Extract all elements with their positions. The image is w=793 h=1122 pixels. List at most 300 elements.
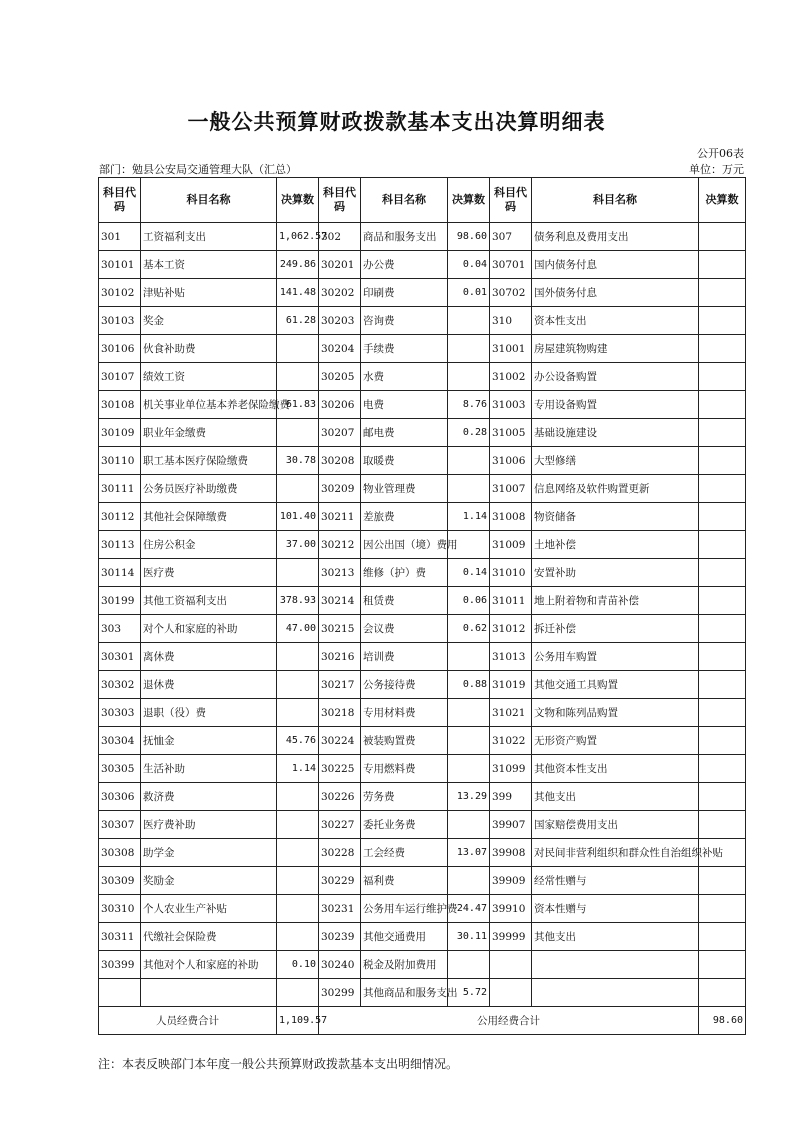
- table-row: [99, 671, 746, 699]
- item-name: 生活补助: [141, 755, 277, 783]
- item-amount: 0.01: [448, 279, 490, 307]
- item-code: 39909: [490, 867, 532, 895]
- item-code: 310: [490, 307, 532, 335]
- item-name: 工资福利支出: [141, 223, 277, 251]
- item-name: 其他工资福利支出: [141, 587, 277, 615]
- table-row: [99, 587, 746, 615]
- item-amount: [699, 727, 746, 755]
- item-code: 30303: [99, 699, 141, 727]
- item-code: 30228: [319, 839, 361, 867]
- item-name: 文物和陈列品购置: [532, 699, 699, 727]
- item-amount: [448, 727, 490, 755]
- item-code: 30113: [99, 531, 141, 559]
- item-amount: [277, 839, 319, 867]
- table-row: [99, 335, 746, 363]
- item-code: 302: [319, 223, 361, 251]
- item-name: 其他对个人和家庭的补助: [141, 951, 277, 979]
- item-name: 工会经费: [361, 839, 448, 867]
- item-code: 30302: [99, 671, 141, 699]
- item-name: 会议费: [361, 615, 448, 643]
- item-amount: [699, 251, 746, 279]
- item-amount: 98.60: [448, 223, 490, 251]
- item-amount: [277, 335, 319, 363]
- item-amount: [277, 895, 319, 923]
- item-code: 30203: [319, 307, 361, 335]
- item-amount: [699, 503, 746, 531]
- item-code: 30101: [99, 251, 141, 279]
- item-name: 其他商品和服务支出: [361, 979, 448, 1007]
- item-name: 公务接待费: [361, 671, 448, 699]
- item-name: 信息网络及软件购置更新: [532, 475, 699, 503]
- item-amount: 0.28: [448, 419, 490, 447]
- item-code: 30211: [319, 503, 361, 531]
- table-row: [99, 783, 746, 811]
- item-name: 对民间非营利组织和群众性自治组织补贴: [532, 839, 699, 867]
- item-name: 救济费: [141, 783, 277, 811]
- item-name: 税金及附加费用: [361, 951, 448, 979]
- item-amount: 61.83: [277, 391, 319, 419]
- item-amount: [699, 447, 746, 475]
- item-code: 30305: [99, 755, 141, 783]
- item-code: 303: [99, 615, 141, 643]
- item-amount: 0.88: [448, 671, 490, 699]
- item-amount: 0.10: [277, 951, 319, 979]
- item-name: 其他交通费用: [361, 923, 448, 951]
- item-code: 31099: [490, 755, 532, 783]
- item-code: 30102: [99, 279, 141, 307]
- item-amount: [699, 223, 746, 251]
- item-amount: 45.76: [277, 727, 319, 755]
- item-name: 公务用车运行维护费: [361, 895, 448, 923]
- item-amount: [277, 363, 319, 391]
- item-code: 30306: [99, 783, 141, 811]
- item-amount: [277, 419, 319, 447]
- item-name: 抚恤金: [141, 727, 277, 755]
- item-amount: [699, 755, 746, 783]
- item-code: 30107: [99, 363, 141, 391]
- item-name: 手续费: [361, 335, 448, 363]
- header-name: 科目名称: [532, 178, 699, 223]
- item-amount: [448, 951, 490, 979]
- item-amount: 249.86: [277, 251, 319, 279]
- item-code: 30301: [99, 643, 141, 671]
- item-code: 31009: [490, 531, 532, 559]
- item-code: 30304: [99, 727, 141, 755]
- item-name: 办公设备购置: [532, 363, 699, 391]
- item-code: [99, 979, 141, 1007]
- item-name: 助学金: [141, 839, 277, 867]
- item-code: [490, 951, 532, 979]
- item-amount: [448, 475, 490, 503]
- item-code: 30308: [99, 839, 141, 867]
- item-name: 其他社会保障缴费: [141, 503, 277, 531]
- item-name: 劳务费: [361, 783, 448, 811]
- item-amount: 0.14: [448, 559, 490, 587]
- item-amount: 378.93: [277, 587, 319, 615]
- item-code: 31007: [490, 475, 532, 503]
- item-name: 住房公积金: [141, 531, 277, 559]
- item-amount: [448, 699, 490, 727]
- item-amount: [699, 811, 746, 839]
- item-name: 专用燃料费: [361, 755, 448, 783]
- item-name: 取暖费: [361, 447, 448, 475]
- header-name: 科目名称: [141, 178, 277, 223]
- item-code: 31001: [490, 335, 532, 363]
- item-code: 301: [99, 223, 141, 251]
- item-name: 地上附着物和青苗补偿: [532, 587, 699, 615]
- item-name: 职工基本医疗保险缴费: [141, 447, 277, 475]
- item-code: 30202: [319, 279, 361, 307]
- item-amount: [448, 363, 490, 391]
- item-name: 债务利息及费用支出: [532, 223, 699, 251]
- table-row: [99, 615, 746, 643]
- item-code: 30106: [99, 335, 141, 363]
- item-code: 31005: [490, 419, 532, 447]
- item-name: 资本性支出: [532, 307, 699, 335]
- item-name: 退职（役）费: [141, 699, 277, 727]
- item-amount: 13.07: [448, 839, 490, 867]
- item-amount: [448, 867, 490, 895]
- item-amount: [277, 783, 319, 811]
- item-code: 31010: [490, 559, 532, 587]
- item-code: 30213: [319, 559, 361, 587]
- item-amount: 1.14: [448, 503, 490, 531]
- item-code: 30239: [319, 923, 361, 951]
- item-code: 30108: [99, 391, 141, 419]
- item-name: 医疗费: [141, 559, 277, 587]
- header-code: 科目代码: [319, 178, 361, 223]
- item-name: 维修（护）费: [361, 559, 448, 587]
- item-name: 其他交通工具购置: [532, 671, 699, 699]
- item-code: 30309: [99, 867, 141, 895]
- table-header-row: [99, 178, 746, 223]
- item-amount: [699, 643, 746, 671]
- item-amount: [448, 643, 490, 671]
- item-amount: [277, 811, 319, 839]
- table-row: [99, 727, 746, 755]
- department-label: 部门：勉县公安局交通管理大队（汇总）: [99, 163, 297, 176]
- item-code: 30206: [319, 391, 361, 419]
- item-amount: [699, 587, 746, 615]
- item-code: 39908: [490, 839, 532, 867]
- item-amount: [277, 559, 319, 587]
- item-name: 个人农业生产补贴: [141, 895, 277, 923]
- item-code: 30205: [319, 363, 361, 391]
- item-amount: [277, 923, 319, 951]
- item-name: 因公出国（境）费用: [361, 531, 448, 559]
- item-amount: [448, 811, 490, 839]
- table-row: [99, 447, 746, 475]
- table-row: [99, 895, 746, 923]
- item-name: 其他支出: [532, 783, 699, 811]
- item-code: 30240: [319, 951, 361, 979]
- item-name: 津贴补贴: [141, 279, 277, 307]
- table-note: 注：本表反映部门本年度一般公共预算财政拨款基本支出明细情况。: [98, 1057, 459, 1071]
- item-name: 其他支出: [532, 923, 699, 951]
- item-amount: [277, 475, 319, 503]
- item-code: 30110: [99, 447, 141, 475]
- table-row: [99, 643, 746, 671]
- header-code: 科目代码: [490, 178, 532, 223]
- table-row: [99, 363, 746, 391]
- item-code: 30226: [319, 783, 361, 811]
- table-row: [99, 391, 746, 419]
- item-amount: 37.00: [277, 531, 319, 559]
- table-row: [99, 755, 746, 783]
- item-code: 30231: [319, 895, 361, 923]
- item-amount: [699, 951, 746, 979]
- header-amount: 决算数: [277, 178, 319, 223]
- table-row: [99, 531, 746, 559]
- item-code: 30114: [99, 559, 141, 587]
- item-name: [532, 979, 699, 1007]
- form-number: 公开06表: [697, 147, 744, 160]
- table-row: [99, 559, 746, 587]
- personnel-total-value: 1,109.57: [277, 1007, 319, 1035]
- item-name: 专用设备购置: [532, 391, 699, 419]
- item-code: 30109: [99, 419, 141, 447]
- item-code: 30311: [99, 923, 141, 951]
- item-amount: 0.62: [448, 615, 490, 643]
- item-amount: [699, 335, 746, 363]
- item-amount: [699, 699, 746, 727]
- item-name: 无形资产购置: [532, 727, 699, 755]
- header-amount: 决算数: [699, 178, 746, 223]
- item-code: [490, 979, 532, 1007]
- item-code: 30702: [490, 279, 532, 307]
- table-row: [99, 979, 746, 1007]
- personnel-total-label: 人员经费合计: [99, 1007, 277, 1035]
- public-total-value: 98.60: [699, 1007, 746, 1035]
- item-amount: 1.14: [277, 755, 319, 783]
- item-amount: [448, 307, 490, 335]
- item-code: 30111: [99, 475, 141, 503]
- item-amount: [277, 979, 319, 1007]
- item-name: [141, 979, 277, 1007]
- item-code: 30212: [319, 531, 361, 559]
- item-code: 30214: [319, 587, 361, 615]
- item-name: 咨询费: [361, 307, 448, 335]
- item-code: 31006: [490, 447, 532, 475]
- item-code: 31019: [490, 671, 532, 699]
- item-name: 安置补助: [532, 559, 699, 587]
- item-name: 委托业务费: [361, 811, 448, 839]
- item-amount: [448, 447, 490, 475]
- item-amount: [699, 671, 746, 699]
- report-title: 一般公共预算财政拨款基本支出决算明细表: [187, 109, 606, 134]
- item-code: 30215: [319, 615, 361, 643]
- item-code: 39907: [490, 811, 532, 839]
- item-amount: [699, 867, 746, 895]
- item-code: 31011: [490, 587, 532, 615]
- item-amount: [699, 923, 746, 951]
- item-name: 奖金: [141, 307, 277, 335]
- item-code: 31022: [490, 727, 532, 755]
- item-name: 福利费: [361, 867, 448, 895]
- item-name: 印刷费: [361, 279, 448, 307]
- item-name: 土地补偿: [532, 531, 699, 559]
- totals-row: [99, 1007, 746, 1035]
- expenditure-table: [98, 177, 746, 1035]
- table-row: [99, 223, 746, 251]
- item-name: 公务用车购置: [532, 643, 699, 671]
- item-name: 邮电费: [361, 419, 448, 447]
- item-name: 拆迁补偿: [532, 615, 699, 643]
- item-amount: [699, 783, 746, 811]
- item-amount: 30.11: [448, 923, 490, 951]
- item-name: 物业管理费: [361, 475, 448, 503]
- item-code: 399: [490, 783, 532, 811]
- item-name: 物资储备: [532, 503, 699, 531]
- item-amount: [277, 643, 319, 671]
- item-name: 培训费: [361, 643, 448, 671]
- item-amount: [699, 895, 746, 923]
- item-code: 30701: [490, 251, 532, 279]
- item-name: 代缴社会保险费: [141, 923, 277, 951]
- item-name: 奖励金: [141, 867, 277, 895]
- item-code: 30307: [99, 811, 141, 839]
- table-row: [99, 811, 746, 839]
- item-code: 31008: [490, 503, 532, 531]
- public-total-label: 公用经费合计: [319, 1007, 699, 1035]
- item-code: 30399: [99, 951, 141, 979]
- table-body: [99, 223, 746, 1007]
- item-code: 30207: [319, 419, 361, 447]
- item-amount: 5.72: [448, 979, 490, 1007]
- item-name: 机关事业单位基本养老保险缴费: [141, 391, 277, 419]
- item-amount: 1,062.57: [277, 223, 319, 251]
- item-code: 30225: [319, 755, 361, 783]
- header-code: 科目代码: [99, 178, 141, 223]
- item-name: 公务员医疗补助缴费: [141, 475, 277, 503]
- item-name: 水费: [361, 363, 448, 391]
- item-amount: 30.78: [277, 447, 319, 475]
- item-name: 伙食补助费: [141, 335, 277, 363]
- item-name: 国内债务付息: [532, 251, 699, 279]
- table-row: [99, 503, 746, 531]
- table-row: [99, 839, 746, 867]
- item-code: 30299: [319, 979, 361, 1007]
- item-name: 办公费: [361, 251, 448, 279]
- item-code: 30227: [319, 811, 361, 839]
- item-name: 租赁费: [361, 587, 448, 615]
- item-name: 被装购置费: [361, 727, 448, 755]
- item-code: 31003: [490, 391, 532, 419]
- table-row: [99, 699, 746, 727]
- item-code: 30217: [319, 671, 361, 699]
- item-amount: 47.00: [277, 615, 319, 643]
- item-code: 30199: [99, 587, 141, 615]
- item-amount: [277, 699, 319, 727]
- item-amount: 13.29: [448, 783, 490, 811]
- item-name: 职业年金缴费: [141, 419, 277, 447]
- item-amount: [277, 671, 319, 699]
- item-name: 经常性赠与: [532, 867, 699, 895]
- item-code: 31002: [490, 363, 532, 391]
- item-amount: [699, 559, 746, 587]
- item-code: 30209: [319, 475, 361, 503]
- item-name: 退休费: [141, 671, 277, 699]
- item-name: [532, 951, 699, 979]
- table-row: [99, 279, 746, 307]
- item-code: 31013: [490, 643, 532, 671]
- table-row: [99, 475, 746, 503]
- item-amount: 24.47: [448, 895, 490, 923]
- item-amount: [699, 363, 746, 391]
- item-name: 国家赔偿费用支出: [532, 811, 699, 839]
- item-name: 基础设施建设: [532, 419, 699, 447]
- unit-label: 单位：万元: [689, 163, 744, 176]
- item-code: 30204: [319, 335, 361, 363]
- item-code: 30229: [319, 867, 361, 895]
- item-name: 资本性赠与: [532, 895, 699, 923]
- item-code: 30224: [319, 727, 361, 755]
- item-amount: [277, 867, 319, 895]
- item-amount: [699, 419, 746, 447]
- item-amount: [699, 391, 746, 419]
- item-code: 30216: [319, 643, 361, 671]
- item-code: 31021: [490, 699, 532, 727]
- header-amount: 决算数: [448, 178, 490, 223]
- item-amount: [699, 279, 746, 307]
- item-code: 30218: [319, 699, 361, 727]
- item-amount: [699, 615, 746, 643]
- item-code: 31012: [490, 615, 532, 643]
- item-amount: 141.48: [277, 279, 319, 307]
- item-name: 国外债务付息: [532, 279, 699, 307]
- item-name: 离休费: [141, 643, 277, 671]
- item-code: 39910: [490, 895, 532, 923]
- item-name: 基本工资: [141, 251, 277, 279]
- item-name: 绩效工资: [141, 363, 277, 391]
- item-name: 医疗费补助: [141, 811, 277, 839]
- item-amount: [448, 755, 490, 783]
- item-amount: 101.40: [277, 503, 319, 531]
- item-amount: [448, 335, 490, 363]
- item-amount: 0.04: [448, 251, 490, 279]
- item-name: 差旅费: [361, 503, 448, 531]
- item-code: 30310: [99, 895, 141, 923]
- item-code: 307: [490, 223, 532, 251]
- item-code: 30208: [319, 447, 361, 475]
- item-amount: [699, 475, 746, 503]
- table-row: [99, 251, 746, 279]
- table-row: [99, 923, 746, 951]
- table-row: [99, 951, 746, 979]
- item-amount: 61.28: [277, 307, 319, 335]
- header-name: 科目名称: [361, 178, 448, 223]
- item-name: 商品和服务支出: [361, 223, 448, 251]
- table-row: [99, 867, 746, 895]
- item-code: 30201: [319, 251, 361, 279]
- item-amount: 8.76: [448, 391, 490, 419]
- item-code: 30112: [99, 503, 141, 531]
- item-amount: [699, 307, 746, 335]
- table-row: [99, 419, 746, 447]
- item-amount: [699, 531, 746, 559]
- item-code: 30103: [99, 307, 141, 335]
- item-name: 电费: [361, 391, 448, 419]
- item-name: 大型修缮: [532, 447, 699, 475]
- item-code: 39999: [490, 923, 532, 951]
- item-amount: [699, 979, 746, 1007]
- item-name: 对个人和家庭的补助: [141, 615, 277, 643]
- item-amount: 0.06: [448, 587, 490, 615]
- item-name: 其他资本性支出: [532, 755, 699, 783]
- item-name: 专用材料费: [361, 699, 448, 727]
- table-row: [99, 307, 746, 335]
- item-name: 房屋建筑物购建: [532, 335, 699, 363]
